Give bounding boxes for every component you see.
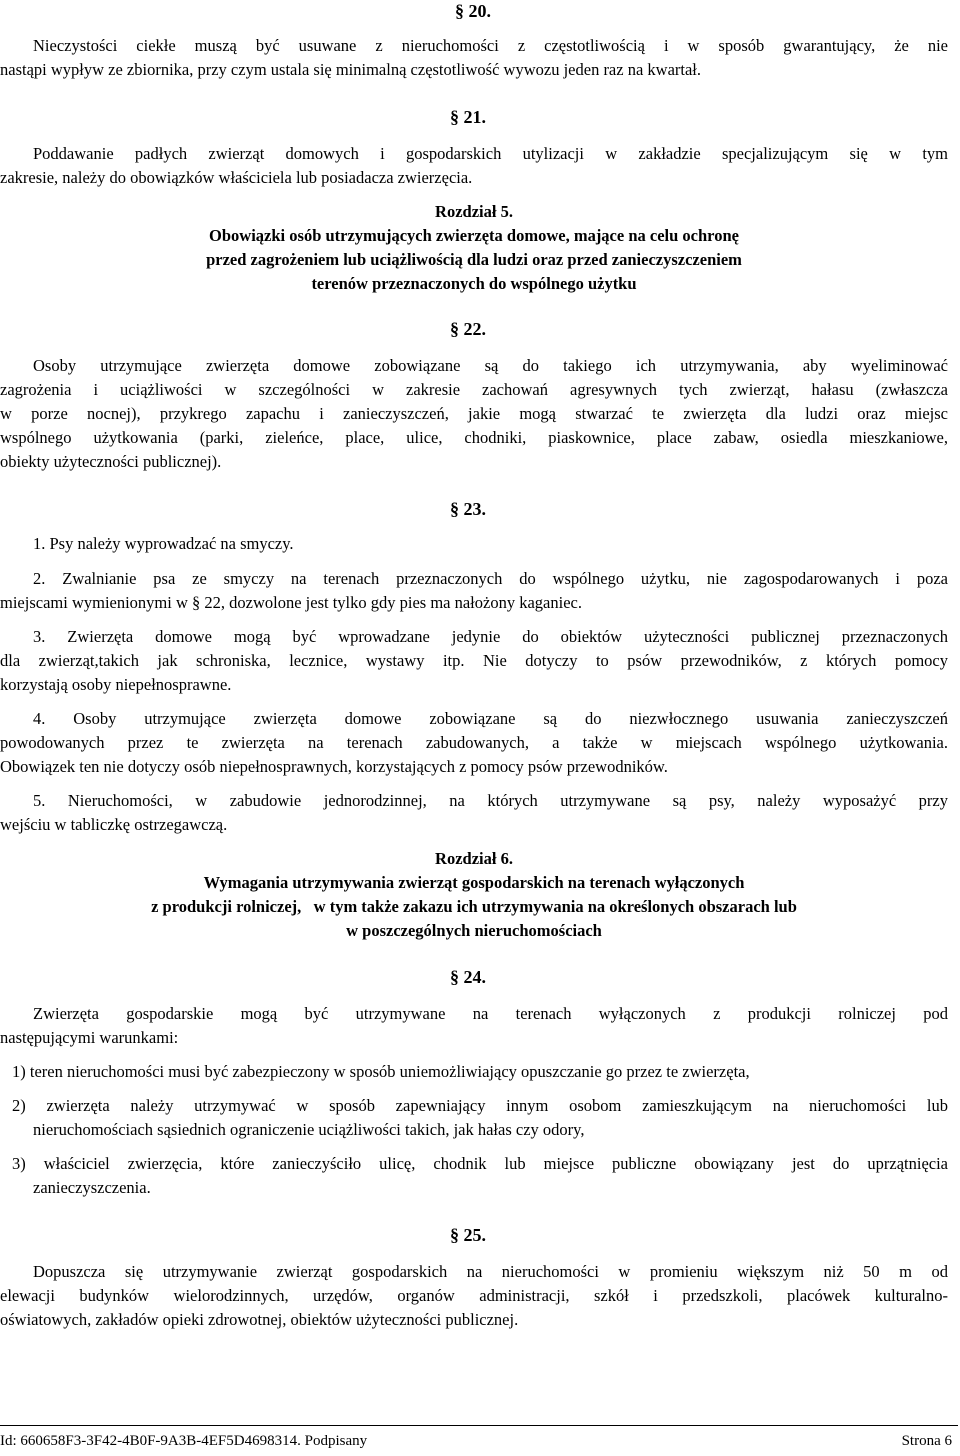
- footer-divider: [0, 1425, 958, 1426]
- section-23-item-4-line-3: Obowiązek ten nie dotyczy osób niepełnosprawnych, korzystających z pomocy psów przewodników.: [0, 757, 668, 776]
- section-24-intro-line-2: następującymi warunkami:: [0, 1028, 179, 1047]
- section-24-item-2-line-1: 2) zwierzęta należy utrzymywać w sposób zapewniający innym osobom zamieszkującym na nieruchomości lub: [12, 1096, 948, 1115]
- section-21-title: § 21.: [450, 107, 486, 127]
- section-25-line-3: oświatowych, zakładów opieki zdrowotnej, obiektów użyteczności publicznej.: [0, 1310, 519, 1329]
- chapter-6-heading-line-1: Wymagania utrzymywania zwierząt gospodarskich na terenach wyłączonych: [203, 873, 745, 892]
- section-20-line-1: Nieczystości ciekłe muszą być usuwane z nieruchomości z częstotliwością i w sposób gwarantujący, że nie: [33, 36, 948, 55]
- section-23-item-1: 1. Psy należy wyprowadzać na smyczy.: [33, 534, 294, 553]
- section-22-line-4: wspólnego użytkowania (parki, zieleńce, place, ulice, chodniki, piaskownice, place zabaw, osiedla mieszkaniowe,: [0, 428, 948, 447]
- section-23-item-5-line-2: wejściu w tabliczkę ostrzegawczą.: [0, 815, 228, 834]
- chapter-5-heading-line-2: przed zagrożeniem lub uciążliwością dla ludzi oraz przed zanieczyszczeniem: [206, 250, 742, 269]
- section-24-title: § 24.: [450, 967, 486, 987]
- section-23-item-4-line-1: 4. Osoby utrzymujące zwierzęta domowe zobowiązane są do niezwłocznego usuwania zanieczyszczeń: [33, 709, 948, 728]
- chapter-5-heading-line-1: Obowiązki osób utrzymujących zwierzęta domowe, mające na celu ochronę: [209, 226, 739, 245]
- section-22-line-3: w porze nocnej), przykrego zapachu i zanieczyszczeń, jakie mogą stwarzać te zwierzęta dla ludzi oraz miejsc: [0, 404, 948, 423]
- section-20-title: § 20.: [455, 1, 491, 21]
- section-21-line-2: zakresie, należy do obowiązków właściciela lub posiadacza zwierzęcia.: [0, 168, 473, 187]
- section-25-line-2: elewacji budynków wielorodzinnych, urzędów, organów administracji, szkół i przedszkoli, placówek kulturalno-: [0, 1286, 948, 1305]
- section-21-line-1: Poddawanie padłych zwierząt domowych i gospodarskich utylizacji w zakładzie specjalizującym się w tym: [33, 144, 948, 163]
- section-25-title: § 25.: [450, 1225, 486, 1245]
- section-24-item-3-line-1: 3) właściciel zwierzęcia, które zanieczyściło ulicę, chodnik lub miejsce publiczne obowiązany jest do uprzątnięcia: [12, 1154, 948, 1173]
- section-20-line-2: nastąpi wypływ ze zbiornika, przy czym ustala się minimalną częstotliwość wywozu jeden raz na kwartał.: [0, 60, 702, 79]
- footer-document-id: Id: 660658F3-3F42-4B0F-9A3B-4EF5D4698314. Podpisany: [0, 1433, 368, 1449]
- chapter-5-title: Rozdział 5.: [435, 202, 513, 221]
- chapter-5-heading-line-3: terenów przeznaczonych do wspólnego użytku: [311, 274, 637, 293]
- section-23-item-3-line-3: korzystają osoby niepełnosprawne.: [0, 675, 232, 694]
- section-24-item-3-line-2: zanieczyszczenia.: [33, 1178, 151, 1197]
- section-23-item-2-line-1: 2. Zwalnianie psa ze smyczy na terenach przeznaczonych do wspólnego użytku, nie zagospodarowanych i poza: [33, 569, 948, 588]
- section-24-item-1: 1) teren nieruchomości musi być zabezpieczony w sposób uniemożliwiający opuszczanie go przez te zwierzęta,: [12, 1062, 750, 1081]
- section-23-item-3-line-1: 3. Zwierzęta domowe mogą być wprowadzane jedynie do obiektów użyteczności publicznej przeznaczonych: [33, 627, 948, 646]
- section-23-item-5-line-1: 5. Nieruchomości, w zabudowie jednorodzinnej, na których utrzymywane są psy, należy wyposażyć przy: [33, 791, 948, 810]
- section-22-line-2: zagrożenia i uciążliwości w szczególności w zakresie zachowań agresywnych tych zwierząt, hałasu (zwłaszcza: [0, 380, 948, 399]
- footer-page-number: Strona 6: [901, 1433, 952, 1449]
- section-23-item-2-line-2: miejscami wymienionymi w § 22, dozwolone jest tylko gdy pies ma nałożony kaganiec.: [0, 593, 582, 612]
- section-24-intro-line-1: Zwierzęta gospodarskie mogą być utrzymywane na terenach wyłączonych z produkcji rolniczej pod: [33, 1004, 948, 1023]
- section-23-title: § 23.: [450, 499, 486, 519]
- section-22-line-1: Osoby utrzymujące zwierzęta domowe zobowiązane są do takiego ich utrzymywania, aby wyeliminować: [33, 356, 948, 375]
- chapter-6-heading-line-3: w poszczególnych nieruchomościach: [346, 921, 602, 940]
- chapter-6-heading-line-2: z produkcji rolniczej, w tym także zakazu ich utrzymywania na określonych obszarach lub: [151, 897, 797, 916]
- section-22-title: § 22.: [450, 319, 486, 339]
- section-22-line-5: obiekty użyteczności publicznej).: [0, 452, 222, 471]
- section-25-line-1: Dopuszcza się utrzymywanie zwierząt gospodarskich na nieruchomości w promieniu większym niż 50 m od: [33, 1262, 948, 1281]
- chapter-6-title: Rozdział 6.: [435, 849, 513, 868]
- section-24-item-2-line-2: nieruchomościach sąsiednich ograniczenie uciążliwości takich, jak hałas czy odory,: [33, 1120, 585, 1139]
- section-23-item-4-line-2: powodowanych przez te zwierzęta na terenach zabudowanych, a także w miejscach wspólnego użytkowania.: [0, 733, 948, 752]
- section-23-item-3-line-2: dla zwierząt,takich jak schroniska, lecznice, wystawy itp. Nie dotyczy to psów przewodników, z których pomocy: [0, 651, 948, 670]
